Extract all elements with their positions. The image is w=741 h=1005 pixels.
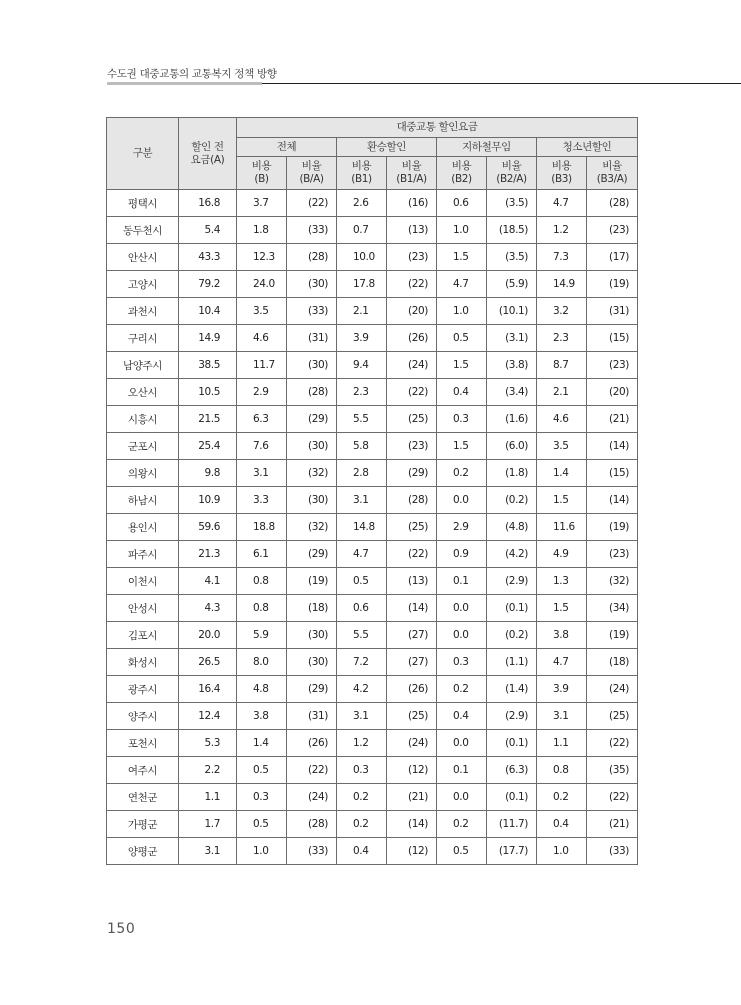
header-group-youth: 청소년할인 [537,138,638,157]
cell-base-fare: 10.5 [179,379,237,406]
cell-cost: 0.4 [437,703,487,730]
cell-ratio: (27) [387,649,437,676]
cell-cost: 0.3 [337,757,387,784]
cell-cost: 0.8 [237,568,287,595]
cell-cost: 3.1 [537,703,587,730]
table-row [107,433,638,460]
cell-cost: 3.8 [237,703,287,730]
table-row [107,784,638,811]
cell-ratio: (24) [587,676,638,703]
cell-region: 포천시 [107,730,179,757]
cell-ratio: (28) [587,190,638,217]
cell-base-fare: 1.7 [179,811,237,838]
cell-ratio: (3.1) [487,325,537,352]
cell-ratio: (15) [587,325,638,352]
cell-cost: 0.2 [537,784,587,811]
cell-cost: 1.0 [237,838,287,865]
cell-cost: 3.1 [337,703,387,730]
header-base-fare: 할인 전 요금(A) [179,118,237,190]
cell-cost: 4.7 [537,649,587,676]
table-row [107,217,638,244]
cell-region: 오산시 [107,379,179,406]
cell-region: 이천시 [107,568,179,595]
cell-ratio: (30) [287,271,337,298]
cell-base-fare: 20.0 [179,622,237,649]
cell-ratio: (18) [587,649,638,676]
cell-ratio: (22) [387,271,437,298]
cell-cost: 0.4 [437,379,487,406]
cell-cost: 5.5 [337,622,387,649]
cell-base-fare: 4.1 [179,568,237,595]
cell-ratio: (14) [587,433,638,460]
cell-cost: 1.0 [437,217,487,244]
cell-ratio: (33) [587,838,638,865]
table-row [107,487,638,514]
cell-cost: 2.8 [337,460,387,487]
cell-ratio: (22) [287,757,337,784]
cell-ratio: (19) [587,514,638,541]
cell-cost: 0.5 [237,811,287,838]
cell-cost: 12.3 [237,244,287,271]
cell-cost: 1.5 [437,352,487,379]
cell-cost: 2.9 [237,379,287,406]
cell-ratio: (19) [287,568,337,595]
cell-cost: 0.3 [437,649,487,676]
cell-cost: 14.9 [537,271,587,298]
cell-cost: 9.4 [337,352,387,379]
cell-ratio: (24) [387,730,437,757]
table-row [107,325,638,352]
cell-cost: 0.0 [437,487,487,514]
cell-cost: 7.2 [337,649,387,676]
cell-region: 여주시 [107,757,179,784]
cell-cost: 2.1 [537,379,587,406]
table-row [107,541,638,568]
cell-ratio: (23) [587,352,638,379]
cell-region: 남양주시 [107,352,179,379]
cell-ratio: (6.3) [487,757,537,784]
cell-region: 연천군 [107,784,179,811]
cell-region: 구리시 [107,325,179,352]
cell-ratio: (10.1) [487,298,537,325]
cell-ratio: (0.1) [487,784,537,811]
cell-cost: 14.8 [337,514,387,541]
cell-cost: 3.5 [237,298,287,325]
cell-cost: 0.0 [437,595,487,622]
cell-cost: 2.1 [337,298,387,325]
cell-ratio: (26) [287,730,337,757]
cell-ratio: (1.1) [487,649,537,676]
cell-cost: 5.8 [337,433,387,460]
cell-ratio: (30) [287,622,337,649]
cell-cost: 1.2 [337,730,387,757]
cell-ratio: (30) [287,352,337,379]
cell-base-fare: 79.2 [179,271,237,298]
cell-ratio: (18.5) [487,217,537,244]
cell-cost: 0.7 [337,217,387,244]
cell-cost: 4.7 [337,541,387,568]
cell-ratio: (24) [387,352,437,379]
table-row [107,190,638,217]
cell-ratio: (29) [287,676,337,703]
subheader-cost: 비용 (B1) [337,157,387,190]
cell-ratio: (28) [287,811,337,838]
cell-ratio: (19) [587,622,638,649]
cell-ratio: (2.9) [487,703,537,730]
cell-cost: 3.2 [537,298,587,325]
cell-base-fare: 5.4 [179,217,237,244]
table-row [107,514,638,541]
cell-cost: 1.1 [537,730,587,757]
cell-region: 시흥시 [107,406,179,433]
cell-ratio: (12) [387,838,437,865]
cell-cost: 5.5 [337,406,387,433]
cell-cost: 0.2 [437,676,487,703]
cell-cost: 24.0 [237,271,287,298]
cell-ratio: (33) [287,298,337,325]
cell-cost: 3.3 [237,487,287,514]
cell-base-fare: 16.4 [179,676,237,703]
cell-cost: 11.7 [237,352,287,379]
cell-cost: 0.1 [437,568,487,595]
cell-ratio: (25) [587,703,638,730]
cell-ratio: (23) [387,244,437,271]
cell-base-fare: 21.3 [179,541,237,568]
cell-ratio: (14) [587,487,638,514]
cell-ratio: (1.4) [487,676,537,703]
cell-ratio: (23) [587,217,638,244]
table-row [107,838,638,865]
cell-ratio: (32) [287,460,337,487]
cell-cost: 8.0 [237,649,287,676]
cell-cost: 4.8 [237,676,287,703]
cell-cost: 0.1 [437,757,487,784]
cell-ratio: (30) [287,433,337,460]
cell-cost: 3.1 [237,460,287,487]
subheader-ratio: 비율 (B/A) [287,157,337,190]
cell-cost: 1.5 [537,595,587,622]
header-rule-accent [107,82,262,85]
cell-cost: 0.0 [437,730,487,757]
cell-cost: 10.0 [337,244,387,271]
page-number: 150 [107,921,136,937]
fare-discount-table [106,117,638,865]
table-row [107,595,638,622]
cell-ratio: (15) [587,460,638,487]
cell-ratio: (3.4) [487,379,537,406]
table-row [107,460,638,487]
cell-cost: 1.5 [437,244,487,271]
cell-region: 파주시 [107,541,179,568]
cell-ratio: (24) [287,784,337,811]
cell-ratio: (3.5) [487,244,537,271]
cell-ratio: (30) [287,649,337,676]
table-row [107,757,638,784]
cell-ratio: (3.8) [487,352,537,379]
header-rule [262,83,741,84]
cell-region: 용인시 [107,514,179,541]
cell-cost: 1.0 [437,298,487,325]
cell-region: 평택시 [107,190,179,217]
cell-cost: 18.8 [237,514,287,541]
cell-ratio: (5.9) [487,271,537,298]
cell-ratio: (13) [387,217,437,244]
cell-region: 동두천시 [107,217,179,244]
cell-ratio: (34) [587,595,638,622]
cell-cost: 4.6 [537,406,587,433]
cell-region: 안산시 [107,244,179,271]
header-group-subway-free: 지하철무임 [437,138,537,157]
cell-cost: 0.2 [337,784,387,811]
cell-ratio: (30) [287,487,337,514]
table-row [107,379,638,406]
cell-ratio: (25) [387,514,437,541]
subheader-cost: 비용 (B3) [537,157,587,190]
cell-ratio: (23) [587,541,638,568]
cell-region: 군포시 [107,433,179,460]
cell-ratio: (22) [587,730,638,757]
cell-cost: 0.4 [337,838,387,865]
cell-ratio: (0.1) [487,595,537,622]
cell-cost: 7.6 [237,433,287,460]
cell-cost: 11.6 [537,514,587,541]
table-row [107,703,638,730]
subheader-ratio: 비율 (B3/A) [587,157,638,190]
cell-ratio: (29) [287,541,337,568]
cell-base-fare: 14.9 [179,325,237,352]
cell-ratio: (26) [387,676,437,703]
cell-ratio: (16) [387,190,437,217]
cell-region: 양주시 [107,703,179,730]
cell-ratio: (0.2) [487,622,537,649]
header-region: 구분 [107,118,179,190]
cell-base-fare: 25.4 [179,433,237,460]
cell-base-fare: 21.5 [179,406,237,433]
cell-ratio: (22) [387,379,437,406]
cell-region: 고양시 [107,271,179,298]
cell-cost: 0.5 [437,325,487,352]
cell-base-fare: 16.8 [179,190,237,217]
cell-ratio: (1.6) [487,406,537,433]
cell-ratio: (14) [387,595,437,622]
cell-ratio: (31) [287,325,337,352]
cell-ratio: (4.2) [487,541,537,568]
header-group-total: 전체 [237,138,337,157]
cell-ratio: (29) [387,460,437,487]
subheader-cost: 비용 (B2) [437,157,487,190]
cell-cost: 0.2 [437,460,487,487]
cell-cost: 3.9 [337,325,387,352]
cell-ratio: (21) [387,784,437,811]
table-row [107,811,638,838]
cell-cost: 0.0 [437,784,487,811]
cell-ratio: (25) [387,406,437,433]
cell-ratio: (22) [587,784,638,811]
cell-base-fare: 9.8 [179,460,237,487]
cell-cost: 6.1 [237,541,287,568]
cell-region: 의왕시 [107,460,179,487]
table-row [107,676,638,703]
cell-cost: 0.5 [337,568,387,595]
cell-region: 하남시 [107,487,179,514]
cell-ratio: (28) [287,244,337,271]
cell-cost: 0.5 [237,757,287,784]
cell-cost: 17.8 [337,271,387,298]
cell-ratio: (21) [587,811,638,838]
table-row [107,244,638,271]
cell-region: 안성시 [107,595,179,622]
cell-cost: 4.7 [537,190,587,217]
cell-cost: 4.9 [537,541,587,568]
cell-cost: 0.3 [437,406,487,433]
cell-ratio: (11.7) [487,811,537,838]
cell-cost: 8.7 [537,352,587,379]
header-discount-group: 대중교통 할인요금 [237,118,638,138]
cell-cost: 2.3 [537,325,587,352]
cell-cost: 0.6 [437,190,487,217]
cell-ratio: (18) [287,595,337,622]
cell-region: 화성시 [107,649,179,676]
cell-ratio: (25) [387,703,437,730]
cell-ratio: (31) [587,298,638,325]
cell-ratio: (17) [587,244,638,271]
cell-cost: 6.3 [237,406,287,433]
cell-cost: 3.1 [337,487,387,514]
cell-ratio: (32) [287,514,337,541]
cell-base-fare: 12.4 [179,703,237,730]
cell-ratio: (27) [387,622,437,649]
cell-region: 과천시 [107,298,179,325]
cell-cost: 0.6 [337,595,387,622]
cell-base-fare: 38.5 [179,352,237,379]
cell-ratio: (28) [287,379,337,406]
cell-ratio: (21) [587,406,638,433]
table-row [107,649,638,676]
cell-ratio: (29) [287,406,337,433]
cell-cost: 0.2 [337,811,387,838]
cell-cost: 1.4 [537,460,587,487]
cell-region: 김포시 [107,622,179,649]
cell-ratio: (33) [287,838,337,865]
cell-cost: 1.0 [537,838,587,865]
cell-ratio: (22) [387,541,437,568]
cell-cost: 2.3 [337,379,387,406]
cell-cost: 1.8 [237,217,287,244]
cell-ratio: (0.1) [487,730,537,757]
cell-ratio: (6.0) [487,433,537,460]
cell-cost: 3.5 [537,433,587,460]
cell-cost: 0.2 [437,811,487,838]
cell-cost: 4.2 [337,676,387,703]
subheader-ratio: 비율 (B1/A) [387,157,437,190]
cell-cost: 0.3 [237,784,287,811]
cell-ratio: (31) [287,703,337,730]
cell-ratio: (35) [587,757,638,784]
cell-cost: 1.3 [537,568,587,595]
cell-ratio: (13) [387,568,437,595]
cell-ratio: (0.2) [487,487,537,514]
cell-ratio: (32) [587,568,638,595]
cell-base-fare: 26.5 [179,649,237,676]
cell-cost: 1.4 [237,730,287,757]
running-header-title: 수도권 대중교통의 교통복지 정책 방향 [107,68,277,80]
table-row [107,622,638,649]
table-row [107,406,638,433]
table-row [107,352,638,379]
cell-cost: 3.7 [237,190,287,217]
cell-cost: 4.7 [437,271,487,298]
cell-cost: 3.9 [537,676,587,703]
cell-cost: 4.6 [237,325,287,352]
cell-cost: 5.9 [237,622,287,649]
subheader-ratio: 비율 (B2/A) [487,157,537,190]
cell-base-fare: 2.2 [179,757,237,784]
cell-base-fare: 3.1 [179,838,237,865]
cell-ratio: (22) [287,190,337,217]
cell-ratio: (4.8) [487,514,537,541]
cell-cost: 0.8 [537,757,587,784]
cell-region: 가평군 [107,811,179,838]
table-row [107,271,638,298]
cell-ratio: (14) [387,811,437,838]
cell-base-fare: 4.3 [179,595,237,622]
cell-ratio: (20) [387,298,437,325]
cell-ratio: (3.5) [487,190,537,217]
cell-cost: 7.3 [537,244,587,271]
cell-ratio: (12) [387,757,437,784]
table-row [107,568,638,595]
cell-ratio: (23) [387,433,437,460]
cell-ratio: (17.7) [487,838,537,865]
table-row [107,298,638,325]
cell-base-fare: 1.1 [179,784,237,811]
cell-ratio: (33) [287,217,337,244]
cell-cost: 0.9 [437,541,487,568]
cell-cost: 1.5 [437,433,487,460]
cell-ratio: (26) [387,325,437,352]
cell-ratio: (20) [587,379,638,406]
cell-base-fare: 10.4 [179,298,237,325]
cell-cost: 0.4 [537,811,587,838]
cell-ratio: (28) [387,487,437,514]
cell-base-fare: 43.3 [179,244,237,271]
cell-cost: 1.5 [537,487,587,514]
cell-cost: 2.9 [437,514,487,541]
cell-base-fare: 59.6 [179,514,237,541]
cell-cost: 0.5 [437,838,487,865]
cell-cost: 1.2 [537,217,587,244]
cell-region: 광주시 [107,676,179,703]
table-row [107,730,638,757]
cell-cost: 0.8 [237,595,287,622]
cell-base-fare: 5.3 [179,730,237,757]
cell-ratio: (2.9) [487,568,537,595]
header-group-transfer: 환승할인 [337,138,437,157]
cell-base-fare: 10.9 [179,487,237,514]
cell-region: 양평군 [107,838,179,865]
subheader-cost: 비용 (B) [237,157,287,190]
cell-ratio: (1.8) [487,460,537,487]
cell-cost: 2.6 [337,190,387,217]
cell-cost: 3.8 [537,622,587,649]
cell-ratio: (19) [587,271,638,298]
cell-cost: 0.0 [437,622,487,649]
